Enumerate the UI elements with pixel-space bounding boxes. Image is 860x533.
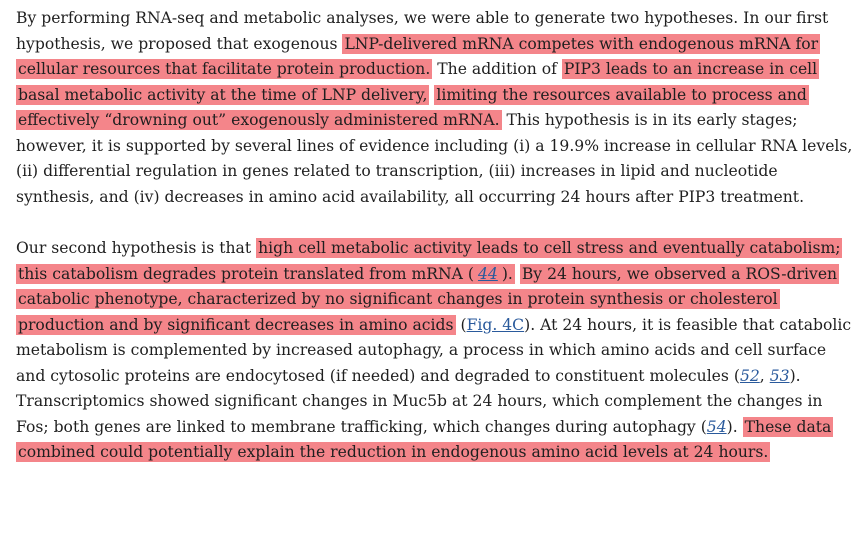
citation-link[interactable]: 44 <box>477 264 498 283</box>
citation-link[interactable]: 54 <box>706 417 727 436</box>
citation-link[interactable]: 52 <box>739 366 760 385</box>
text-run: ( <box>455 315 467 334</box>
text-run: ). Transcriptomics showed significant changes in Muc5b at 24 hours, which complement the changes in Fos; both genes are linked to membrane trafficking, which changes during autophagy ( <box>16 366 823 436</box>
paragraph-first-hypothesis <box>16 6 856 210</box>
highlighted-text: By 24 hours, we observed a ROS-driven catabolic phenotype, characterized by no significant changes in protein synthesis or cholesterol production and by significant decreases in amino acids <box>18 264 838 334</box>
highlighted-text: limiting the resources available to process and effectively “drowning out” exogenously administered mRNA. <box>18 85 807 129</box>
highlighted-text: These data combined could potentially explain the reduction in endogenous amino acid levels at 24 hours. <box>18 417 832 461</box>
text-run: , <box>759 366 770 385</box>
highlighted-text: LNP-delivered mRNA competes with endogenous mRNA for cellular resources that facilitate protein production. <box>18 34 819 78</box>
text-run: This hypothesis is in its early stages; however, it is supported by several lines of evidence including (i) a 19.9% increase in cellular RNA levels, (ii) differential regulation in genes related to transcription, (iii) increases in lipid and nucleotide synthesis, and (iv) decreases in amino acid availability, all occurring 24 hours after PIP3 treatment. <box>16 111 853 206</box>
citation-link[interactable]: 53 <box>769 366 790 385</box>
citation-link[interactable]: Fig. 4C <box>466 315 525 334</box>
highlighted-text: high cell metabolic activity leads to cell stress and eventually catabolism; this catabolism degrades protein translated from mRNA ( <box>18 239 841 283</box>
article-body <box>16 6 856 466</box>
text-run: ). At 24 hours, it is feasible that catabolic metabolism is complemented by increased autophagy, a process in which amino acids and cell surface and cytosolic proteins are endocytosed (if needed) and degraded to constituent molecules ( <box>16 315 852 385</box>
highlighted-text: ). <box>501 264 513 283</box>
text-run: Our second hypothesis is that <box>16 239 257 257</box>
text-run: The addition of <box>432 60 562 78</box>
highlighted-text: PIP3 leads to an increase in cell basal metabolic activity at the time of LNP delivery, <box>18 60 818 104</box>
text-run: ). <box>726 417 743 436</box>
text-run: By performing RNA-seq and metabolic analyses, we were able to generate two hypotheses. In our first hypothesis, we proposed that exogenous <box>16 9 829 53</box>
paragraph-second-hypothesis <box>16 236 856 466</box>
